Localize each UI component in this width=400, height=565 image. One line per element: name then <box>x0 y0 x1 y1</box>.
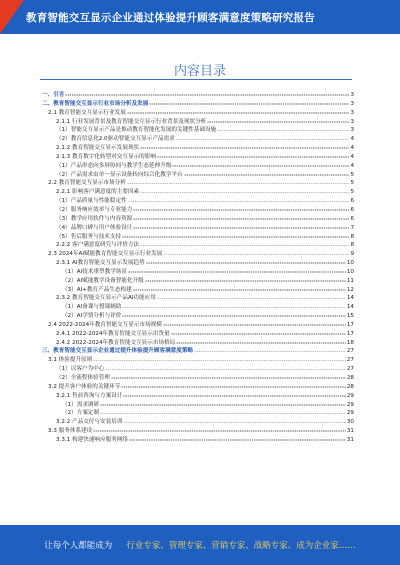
toc-entry[interactable] <box>42 98 354 107</box>
toc-entry-page: 9 <box>350 251 354 258</box>
banner-accent-flag <box>0 0 24 34</box>
toc-entry[interactable] <box>42 257 354 266</box>
toc-entry[interactable] <box>42 186 354 195</box>
toc-entry-title: （1）AI技术重塑教学场景 <box>62 268 127 275</box>
toc-entry-title: 2.1.1 行业发展背景及教育智能交互显示行业背景及现状分析 <box>56 118 207 125</box>
toc-entry-page: 3 <box>350 127 354 134</box>
toc-entry[interactable] <box>42 177 354 186</box>
toc-entry-title: 2.2 教育智能交互显示市场分析 <box>48 180 126 187</box>
toc-entry-title: 二、教育智能交互显示行业市场分析及发展 <box>42 100 149 107</box>
toc-entry-title: （2）方案定制 <box>62 410 100 417</box>
toc-entry[interactable] <box>42 231 354 240</box>
toc-entry-page: 4 <box>350 136 354 143</box>
toc-entry-page: 27 <box>346 366 354 373</box>
toc-dot-leader <box>172 160 349 167</box>
toc-dot-leader <box>157 151 350 158</box>
toc-dot-leader <box>157 292 346 299</box>
toc-dot-leader <box>133 284 346 291</box>
toc-entry-title: 3.3.1 构建快速响应服务网络 <box>56 436 128 443</box>
toc-entry-title: 3.2 提升客户体验的关键环节 <box>48 383 121 390</box>
toc-entry-page: 12 <box>346 286 354 293</box>
toc-dot-leader <box>184 169 350 176</box>
toc-entry-page: 18 <box>346 339 354 346</box>
toc-entry[interactable] <box>42 434 354 443</box>
table-of-contents <box>42 89 354 443</box>
toc-entry-page: 10 <box>346 268 354 275</box>
toc-dot-leader <box>163 248 349 255</box>
toc-entry-page: 7 <box>350 224 354 231</box>
toc-dot-leader <box>122 310 345 317</box>
report-title: 教育智能交互显示企业通过体验提升顾客满意度策略研究报告 <box>26 12 315 24</box>
toc-entry-title: 2.2.2 客户满意度研究与评价方法 <box>56 242 140 249</box>
toc-entry[interactable] <box>42 213 354 222</box>
toc-entry-title: （2）产品需求由单一显示设备转向综合化教学平台 <box>56 171 183 178</box>
toc-entry-title: （1）智能交互显示产品是推动教育智能化发展的关键性基础设施 <box>56 127 217 134</box>
toc-entry[interactable] <box>42 292 354 301</box>
toc-entry-title: （2）AI学情分析与评价 <box>62 313 122 320</box>
toc-entry-title: 2.4 2022-2024年教育智能交互显示市场规模 <box>48 321 162 328</box>
toc-entry-page: 8 <box>350 242 354 249</box>
toc-dot-leader <box>146 257 346 264</box>
toc-dot-leader <box>171 328 346 335</box>
toc-entry[interactable] <box>42 390 354 399</box>
toc-entry[interactable] <box>42 142 354 151</box>
toc-entry[interactable] <box>42 301 354 310</box>
toc-dot-leader <box>65 89 349 96</box>
toc-entry-page: 4 <box>350 162 354 169</box>
toc-entry[interactable] <box>42 381 354 390</box>
toc-entry-page: 17 <box>346 330 354 337</box>
toc-dot-leader <box>128 266 346 273</box>
toc-entry-page: 3 <box>350 118 354 125</box>
toc-entry-title: 3.2.1 售前咨询与方案设计 <box>56 392 123 399</box>
toc-entry-title: 三、教育智能交互显示企业通过提升体验提升顾客满意度策略 <box>42 348 194 355</box>
toc-entry[interactable] <box>42 116 354 125</box>
toc-dot-leader <box>100 399 346 406</box>
heading-divider <box>40 79 352 80</box>
toc-entry-page: 14 <box>346 304 354 311</box>
toc-entry[interactable] <box>42 319 354 328</box>
toc-entry[interactable] <box>42 133 354 142</box>
toc-dot-leader <box>123 416 346 423</box>
toc-entry[interactable] <box>42 337 354 346</box>
toc-entry[interactable] <box>42 372 354 381</box>
toc-entry-page: 15 <box>346 313 354 320</box>
toc-entry-title: （4）品牌口碑与用户体验设计 <box>56 224 133 231</box>
toc-entry[interactable] <box>42 345 354 354</box>
toc-entry[interactable] <box>42 310 354 319</box>
toc-entry-page: 10 <box>346 260 354 267</box>
toc-entry-page: 3 <box>350 100 354 107</box>
toc-dot-leader <box>128 195 350 202</box>
toc-entry-page: 29 <box>346 410 354 417</box>
toc-entry[interactable] <box>42 328 354 337</box>
toc-dot-leader <box>133 222 349 229</box>
toc-entry-page: 11 <box>346 277 354 284</box>
toc-dot-leader <box>133 213 349 220</box>
toc-entry-page: 30 <box>346 419 354 426</box>
toc-dot-leader <box>217 124 349 131</box>
toc-dot-leader <box>100 407 346 414</box>
toc-entry-title: 3.3 服务体系建设 <box>48 428 93 435</box>
toc-entry[interactable] <box>42 204 354 213</box>
toc-entry-title: 一、引言 <box>42 92 65 98</box>
toc-dot-leader <box>122 301 345 308</box>
toc-entry-page: 5 <box>350 189 354 196</box>
toc-entry-title: （1）需求调研 <box>62 401 100 408</box>
toc-entry-page: 29 <box>346 401 354 408</box>
toc-dot-leader <box>121 381 346 388</box>
toc-entry-title: （1）以客户为中心 <box>56 366 105 373</box>
footer-tagline: 让每个人都能成为 <box>44 541 113 551</box>
toc-entry-title: 2.1.3 教育数字化转型对交互显示的影响 <box>56 153 156 160</box>
toc-entry-page: 31 <box>346 436 354 443</box>
toc-entry-page: 4 <box>350 145 354 152</box>
toc-entry-title: 2.1.2 教育智能交互显示发展现状 <box>56 145 140 152</box>
toc-entry[interactable] <box>42 160 354 169</box>
toc-entry-title: （1）产品质量与性能稳定性 <box>56 198 127 205</box>
header-banner <box>0 0 400 34</box>
footer-roles: 行业专家、管理专家、营销专家、战略专家、成为企业家…… <box>126 541 356 551</box>
toc-entry-page: 5 <box>350 171 354 178</box>
toc-entry-page: 29 <box>346 392 354 399</box>
toc-entry-title: （1）AI备课与授课辅助 <box>62 304 122 311</box>
toc-entry-title: （2）全流程体验管理 <box>56 375 110 381</box>
toc-entry[interactable] <box>42 425 354 434</box>
toc-entry-title: （1）产品形态向多屏协同与教学生态延伸升级 <box>56 162 172 169</box>
toc-entry-page: 31 <box>346 428 354 435</box>
toc-entry-title: 2.1 教育智能交互显示行业发展 <box>48 109 126 116</box>
toc-entry-title: 2.3 2024年AI赋能教育智能交互显示行业发展 <box>48 251 163 258</box>
toc-entry[interactable] <box>42 354 354 363</box>
toc-entry-title: 3.1 体验提升原则 <box>48 357 93 364</box>
toc-entry[interactable] <box>42 239 354 248</box>
toc-entry[interactable] <box>42 363 354 372</box>
toc-dot-leader <box>111 372 346 379</box>
toc-entry-title: 2.2.1 影响客户满意度的主要因素 <box>56 189 140 196</box>
toc-dot-leader <box>140 239 349 246</box>
toc-dot-leader <box>207 116 349 123</box>
toc-entry-title: （3）教学应用软件与内容资源 <box>56 215 133 222</box>
toc-entry[interactable] <box>42 222 354 231</box>
toc-entry-page: 3 <box>350 109 354 116</box>
toc-dot-leader <box>105 363 346 370</box>
toc-dot-leader <box>140 186 349 193</box>
toc-entry-title: 2.4.1 2022-2024年教育智能交互显示出货量 <box>56 330 170 337</box>
toc-entry[interactable] <box>42 407 354 416</box>
toc-dot-leader <box>122 231 349 238</box>
toc-entry[interactable] <box>42 169 354 178</box>
toc-entry-title: （3）AI+教育产品生态构建 <box>62 286 132 293</box>
toc-entry-title: （2）AI赋能教学设备智能化升级 <box>62 277 144 284</box>
toc-dot-leader <box>149 98 349 105</box>
toc-entry-title: 2.4.2 2022-2024年教育智能交互显示市场格局 <box>56 339 176 346</box>
toc-entry[interactable] <box>42 151 354 160</box>
toc-entry-page: 8 <box>350 233 354 240</box>
toc-dot-leader <box>127 177 350 184</box>
toc-entry-page: 6 <box>350 206 354 213</box>
toc-dot-leader <box>93 425 346 432</box>
toc-entry[interactable] <box>42 284 354 293</box>
toc-dot-leader <box>140 142 349 149</box>
toc-dot-leader <box>123 390 346 397</box>
toc-entry[interactable] <box>42 416 354 425</box>
toc-entry-page: 27 <box>346 348 354 355</box>
toc-dot-leader <box>176 133 350 140</box>
toc-entry-page: 3 <box>350 92 354 98</box>
toc-dot-leader <box>163 319 346 326</box>
toc-entry[interactable] <box>42 266 354 275</box>
toc-entry[interactable] <box>42 89 354 98</box>
toc-entry-page: 14 <box>346 295 354 302</box>
toc-dot-leader <box>133 204 349 211</box>
toc-entry-title: （5）售后服务与技术支持 <box>56 233 122 240</box>
toc-entry-title: 3.2.2 产品交付与安装培训 <box>56 419 123 426</box>
toc-entry[interactable] <box>42 195 354 204</box>
footer-banner <box>0 525 400 565</box>
toc-dot-leader <box>145 275 346 282</box>
toc-entry[interactable] <box>42 107 354 116</box>
toc-entry-page: 28 <box>346 383 354 390</box>
toc-entry-page: 27 <box>346 357 354 364</box>
toc-entry-title: （2）教育信息化2.0驱动智能交互显示产品需求 <box>56 136 175 143</box>
toc-entry-title: （2）服务响应效率与专业能力 <box>56 206 133 213</box>
toc-dot-leader <box>127 107 350 114</box>
toc-dot-leader <box>93 354 346 361</box>
toc-entry-page: 28 <box>346 375 354 381</box>
toc-entry-page: 17 <box>346 321 354 328</box>
toc-entry[interactable] <box>42 275 354 284</box>
toc-entry-title: 2.3.2 教育智能交互显示产品AI功能应用 <box>56 295 156 302</box>
toc-dot-leader <box>176 337 346 344</box>
toc-heading: 内容目录 <box>173 64 226 79</box>
toc-entry-title: 2.3.1 AI教育智能交互显示发展趋势 <box>56 260 145 267</box>
toc-entry[interactable] <box>42 124 354 133</box>
toc-entry-page: 5 <box>350 180 354 187</box>
toc-entry[interactable] <box>42 248 354 257</box>
toc-entry-page: 4 <box>350 153 354 160</box>
toc-dot-leader <box>129 434 346 441</box>
toc-entry-page: 6 <box>350 215 354 222</box>
toc-entry[interactable] <box>42 399 354 408</box>
toc-dot-leader <box>194 345 346 352</box>
toc-entry-page: 6 <box>350 198 354 205</box>
